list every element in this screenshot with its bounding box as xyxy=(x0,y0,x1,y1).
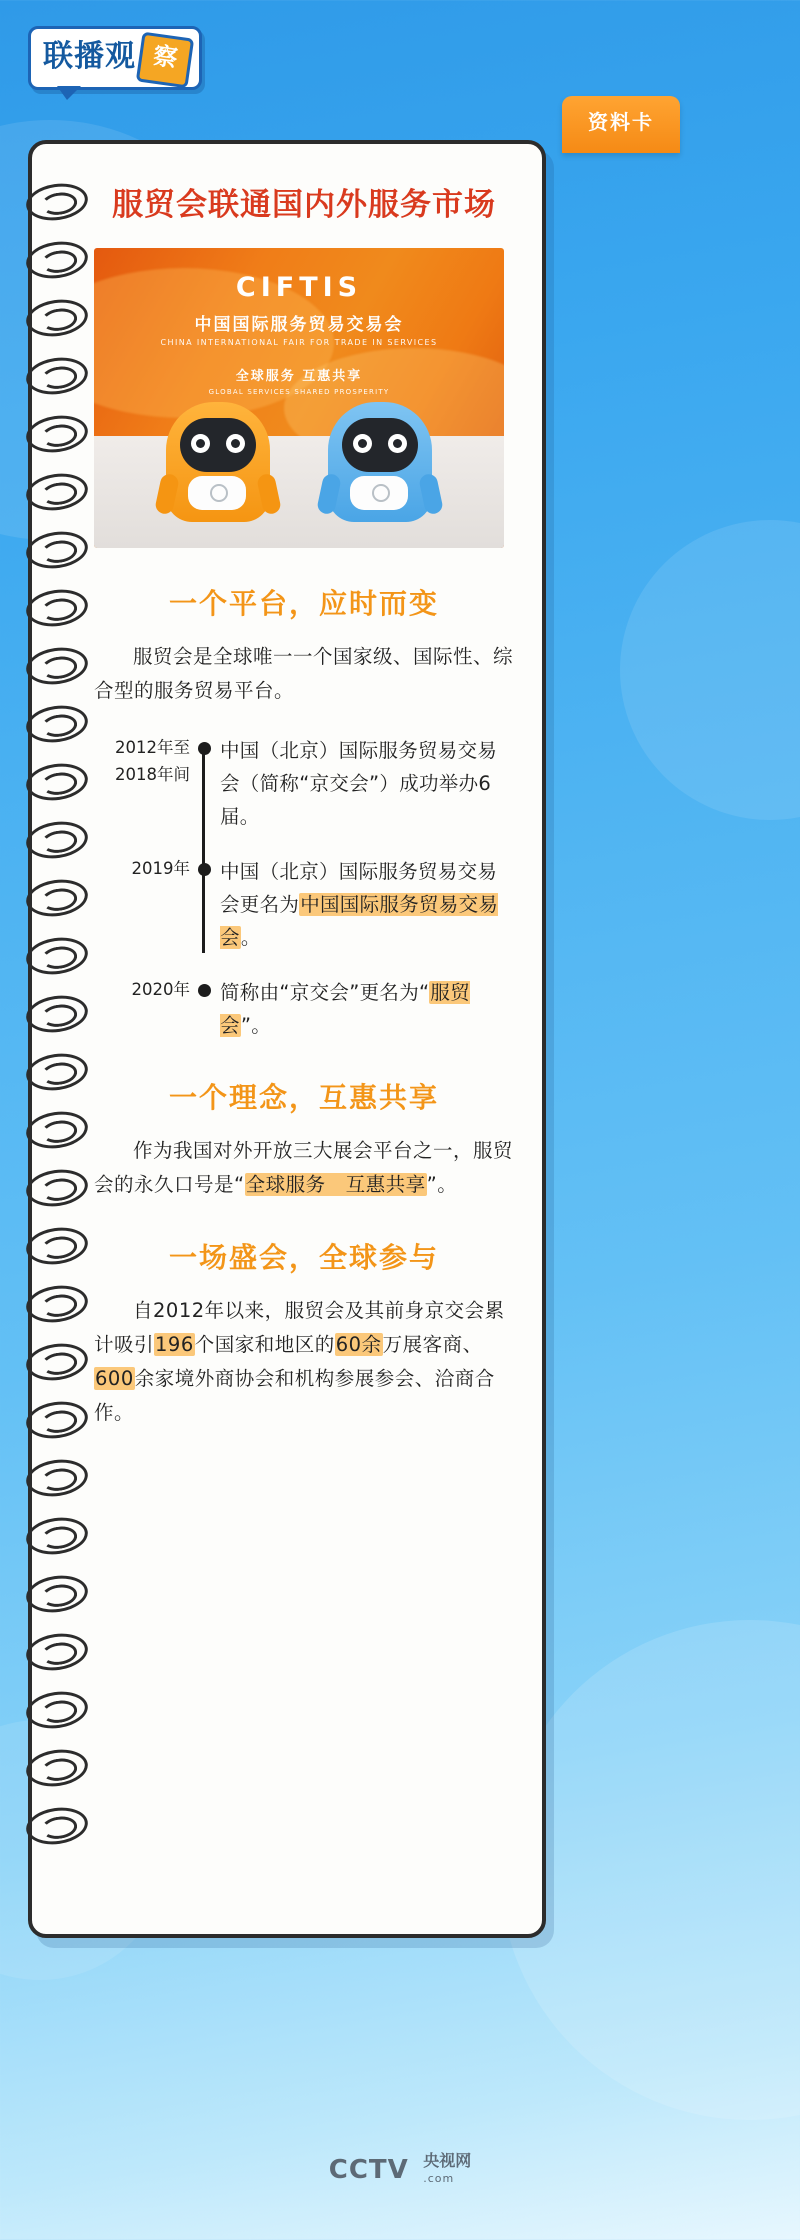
photo-caption-block xyxy=(94,272,504,396)
mascot-orange xyxy=(166,402,270,522)
timeline-highlight: 服贸会 xyxy=(220,981,471,1037)
section-heading-concept: 一个理念，互惠共享 xyxy=(168,1081,439,1114)
timeline-dot xyxy=(194,976,220,1042)
timeline xyxy=(94,734,514,1042)
page-title: 服贸会联通国内外服务市场 xyxy=(112,187,496,223)
paragraph-part: 作为我国对外开放三大展会平台之一，服贸会的永久口号是“ xyxy=(94,1139,514,1196)
notepad-sheet xyxy=(28,140,546,1938)
cctv-domain: .com xyxy=(423,2172,455,2185)
paragraph-part: 个国家和地区的 xyxy=(194,1333,335,1356)
paragraph-part: 余家境外商协会和机构参展参会、洽商合作。 xyxy=(94,1367,495,1424)
spiral-binding xyxy=(26,184,96,1884)
ciftis-slogan-en: GLOBAL SERVICES SHARED PROSPERITY xyxy=(208,388,390,396)
brand-logo-accent-text: 察 xyxy=(151,41,180,73)
ciftis-slogan-cn: 全球服务 互惠共享 xyxy=(235,369,363,384)
section-paragraph-event xyxy=(94,1294,514,1430)
timeline-date-line1: 2020年 xyxy=(131,980,190,999)
timeline-text-part: ”。 xyxy=(240,1014,272,1037)
timeline-dot xyxy=(194,855,220,954)
paragraph-highlight: 600 xyxy=(95,1367,134,1390)
timeline-date-line1: 2012年至 xyxy=(115,738,190,757)
section-heading-platform: 一个平台，应时而变 xyxy=(168,587,439,620)
brand-logo-badge xyxy=(28,26,202,90)
timeline-text-part: 简称由“京交会”更名为“ xyxy=(220,981,430,1004)
timeline-item xyxy=(94,976,514,1042)
ciftis-mascots-photo xyxy=(94,248,504,548)
paragraph-highlight: 196 xyxy=(155,1333,194,1356)
footer xyxy=(0,2152,800,2188)
paragraph-part: 自2012年以来，服贸会及其前身京交会累计吸引 xyxy=(94,1299,505,1356)
timeline-item xyxy=(94,855,514,954)
brand-logo-accent xyxy=(136,32,194,89)
timeline-date xyxy=(94,976,194,1042)
background-decoration-blob xyxy=(620,520,800,820)
cctv-cn-label: 央视网 xyxy=(423,2151,472,2170)
section-paragraph-platform: 服贸会是全球唯一一个国家级、国际性、综合型的服务贸易平台。 xyxy=(94,645,514,702)
timeline-date-line2: 2018年间 xyxy=(115,765,190,784)
brand-logo-text: 联播观 xyxy=(43,39,136,74)
cctv-logo: CCTV xyxy=(328,2155,409,2185)
paragraph-part: ”。 xyxy=(426,1173,458,1196)
timeline-highlight: 中国国际服务贸易交易会 xyxy=(220,893,499,949)
timeline-date-line1: 2019年 xyxy=(131,859,190,878)
photo-stage-floor xyxy=(94,436,504,548)
timeline-date xyxy=(94,734,194,833)
timeline-date xyxy=(94,855,194,954)
ciftis-cn-name: 中国国际服务贸易交易会 xyxy=(194,315,404,335)
timeline-text xyxy=(220,855,514,954)
ciftis-en-name: CHINA INTERNATIONAL FAIR FOR TRADE IN SERVICES xyxy=(160,338,438,347)
timeline-text xyxy=(220,734,514,833)
timeline-item xyxy=(94,734,514,833)
mascot-blue xyxy=(328,402,432,522)
timeline-text xyxy=(220,976,514,1042)
paragraph-highlight: 全球服务 互惠共享 xyxy=(245,1173,426,1196)
timeline-text-part: 中国（北京）国际服务贸易交易会（简称“京交会”）成功举办6届。 xyxy=(220,739,498,828)
paragraph-highlight: 60余 xyxy=(335,1333,382,1356)
timeline-text-part: 中国（北京）国际服务贸易交易会更名为 xyxy=(220,860,498,916)
section-heading-event: 一场盛会，全球参与 xyxy=(168,1241,439,1274)
timeline-text-part: 。 xyxy=(240,926,261,949)
timeline-dot xyxy=(194,734,220,833)
tab-info-card[interactable]: 资料卡 xyxy=(562,96,680,153)
brand-header xyxy=(28,26,208,98)
ciftis-en-logo: CIFTIS xyxy=(235,272,363,303)
section-paragraph-concept xyxy=(94,1134,514,1202)
cctv-cn-name xyxy=(423,2152,471,2188)
paragraph-part: 万展客商、 xyxy=(382,1333,483,1356)
